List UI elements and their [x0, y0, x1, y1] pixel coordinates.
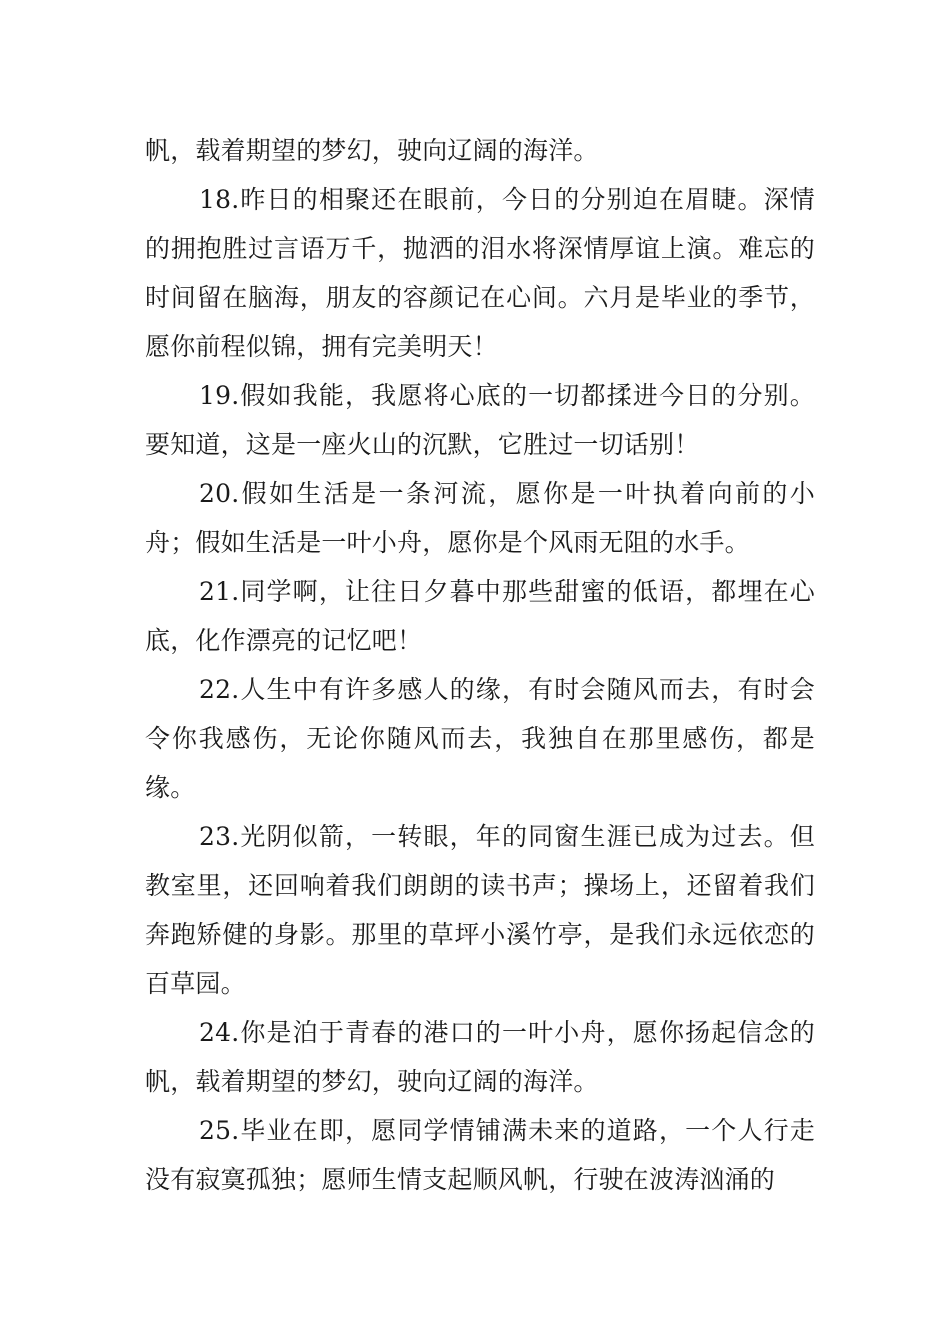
- body-text: [145, 126, 815, 1204]
- paragraph-24: 24.你是泊于青春的港口的一叶小舟，愿你扬起信念的帆，载着期望的梦幻，驶向辽阔的海洋。: [145, 1018, 815, 1096]
- paragraph-18: 18.昨日的相聚还在眼前，今日的分别迫在眉睫。深情的拥抱胜过言语万千，抛洒的泪水将深情厚谊上演。难忘的时间留在脑海，朋友的容颜记在心间。六月是毕业的季节，愿你前程似锦，拥有完美明天！: [145, 185, 815, 361]
- paragraph-23: 23.光阴似箭，一转眼，年的同窗生涯已成为过去。但教室里，还回响着我们朗朗的读书声；操场上，还留着我们奔跑矫健的身影。那里的草坪小溪竹亭，是我们永远依恋的百草园。: [145, 822, 815, 998]
- paragraph-20: 20.假如生活是一条河流，愿你是一叶执着向前的小舟；假如生活是一叶小舟，愿你是个风雨无阻的水手。: [145, 479, 815, 557]
- paragraph-21: 21.同学啊，让往日夕暮中那些甜蜜的低语，都埋在心底，化作漂亮的记忆吧！: [145, 577, 815, 655]
- paragraph-continuation: 帆，载着期望的梦幻，驶向辽阔的海洋。: [145, 136, 599, 165]
- paragraph-22: 22.人生中有许多感人的缘，有时会随风而去，有时会令你我感伤，无论你随风而去，我独自在那里感伤，都是缘。: [145, 675, 815, 802]
- paragraph-25: 25.毕业在即，愿同学情铺满未来的道路，一个人行走没有寂寞孤独；愿师生情支起顺风帆，行驶在波涛汹涌的: [145, 1116, 815, 1194]
- paragraph-19: 19.假如我能，我愿将心底的一切都揉进今日的分别。要知道，这是一座火山的沉默，它胜过一切话别！: [145, 381, 815, 459]
